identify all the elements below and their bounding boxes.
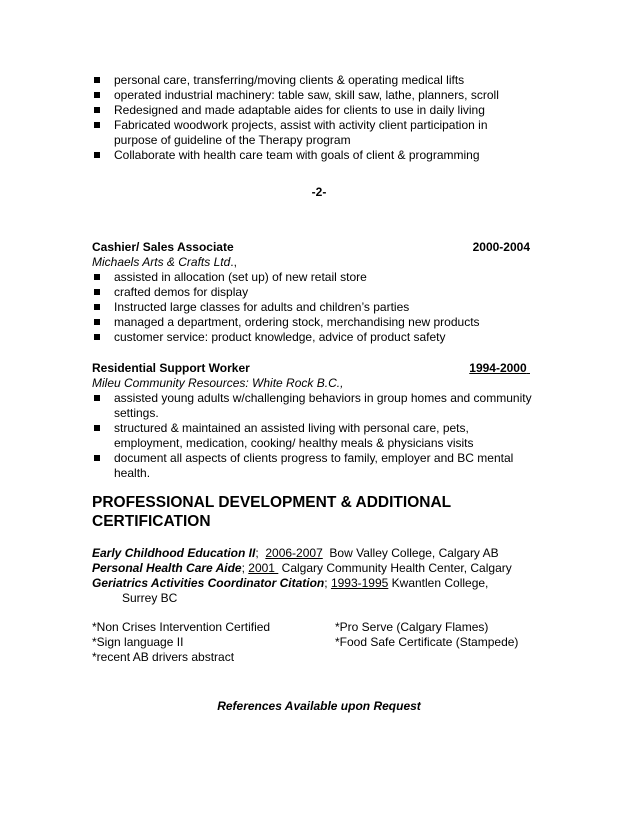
- cert-years: 2001: [248, 561, 279, 575]
- professional-development-section: [92, 493, 552, 665]
- section-heading: [92, 493, 552, 531]
- top-bullet-list: [92, 73, 532, 163]
- job-entry-cashier: [92, 240, 542, 345]
- job-bullet-list: [92, 391, 532, 481]
- list-item: managed a department, ordering stock, merchandising new products: [92, 315, 542, 330]
- cert-name: Personal Health Care Aide: [92, 561, 242, 575]
- list-item: assisted in allocation (set up) of new retail store: [92, 270, 542, 285]
- job-title: Residential Support Worker: [92, 361, 250, 375]
- cert-years: 2006-2007: [265, 546, 323, 560]
- page-number: -2-: [311, 185, 327, 199]
- other-certs-left: [92, 620, 335, 665]
- job-dates: 2000-2004: [472, 240, 530, 254]
- job-dates: 1994-2000: [469, 361, 527, 375]
- employer: [92, 255, 542, 270]
- section-heading-line: PROFESSIONAL DEVELOPMENT & ADDITIONAL: [92, 494, 452, 511]
- list-item: Redesigned and made adaptable aides for clients to use in daily living: [92, 103, 532, 118]
- job-header: [92, 361, 530, 376]
- cert-institution: Calgary Community Health Center, Calgary: [278, 561, 512, 575]
- job-header: [92, 240, 530, 255]
- job-title: Cashier/ Sales Associate: [92, 240, 234, 254]
- list-item: personal care, transferring/moving clients & operating medical lifts: [92, 73, 532, 88]
- cert-name: Geriatrics Activities Coordinator Citation: [92, 576, 325, 590]
- job-entry-residential: [92, 361, 542, 481]
- cert-sep: ;: [255, 546, 266, 560]
- cert-name: Early Childhood Education II: [92, 546, 256, 560]
- cert-line-continuation: Surrey BC: [122, 591, 178, 605]
- cert-line: [92, 561, 552, 576]
- employer-name: Mileu Community Resources: White Rock B.C.,: [92, 376, 344, 390]
- cert-line: [92, 576, 552, 591]
- job-bullet-list: [92, 270, 542, 345]
- list-item: structured & maintained an assisted living with personal care, pets, employment, medication, cooking/ healthy meals & physicians visits: [92, 421, 532, 451]
- other-certs: [92, 620, 552, 665]
- list-item: operated industrial machinery: table saw, skill saw, lathe, planners, scroll: [92, 88, 532, 103]
- list-item: document all aspects of clients progress to family, employer and BC mental health.: [92, 451, 532, 481]
- cert-item: *Pro Serve (Calgary Flames): [335, 620, 489, 634]
- cert-item: *recent AB drivers abstract: [92, 650, 235, 664]
- list-item: Instructed large classes for adults and children’s parties: [92, 300, 542, 315]
- list-item: Collaborate with health care team with goals of client & programming: [92, 148, 532, 163]
- list-item: crafted demos for display: [92, 285, 542, 300]
- cert-item: *Sign language II: [92, 635, 184, 649]
- cert-sep: ;: [324, 576, 331, 590]
- cert-item: *Food Safe Certificate (Stampede): [335, 635, 519, 649]
- other-certs-right: [335, 620, 518, 665]
- list-item: Fabricated woodwork projects, assist with activity client participation in purpose of guideline of the Therapy program: [92, 118, 514, 148]
- employer-name: Michaels Arts & Crafts Ltd: [92, 255, 231, 269]
- cert-sep: ;: [241, 561, 249, 575]
- cert-years: 1993-1995: [330, 576, 389, 590]
- list-item: assisted young adults w/challenging behaviors in group homes and community settings.: [92, 391, 532, 421]
- cert-institution: Kwantlen College,: [388, 576, 489, 590]
- employer-suffix: .,: [230, 255, 237, 269]
- cert-list: [92, 546, 552, 606]
- references-note: References Available upon Request: [217, 699, 421, 713]
- section-heading-line: CERTIFICATION: [92, 513, 211, 530]
- list-item: customer service: product knowledge, advice of product safety: [92, 330, 542, 345]
- cert-institution: Bow Valley College, Calgary AB: [322, 546, 499, 560]
- cert-item: *Non Crises Intervention Certified: [92, 620, 271, 634]
- cert-line: [92, 546, 552, 561]
